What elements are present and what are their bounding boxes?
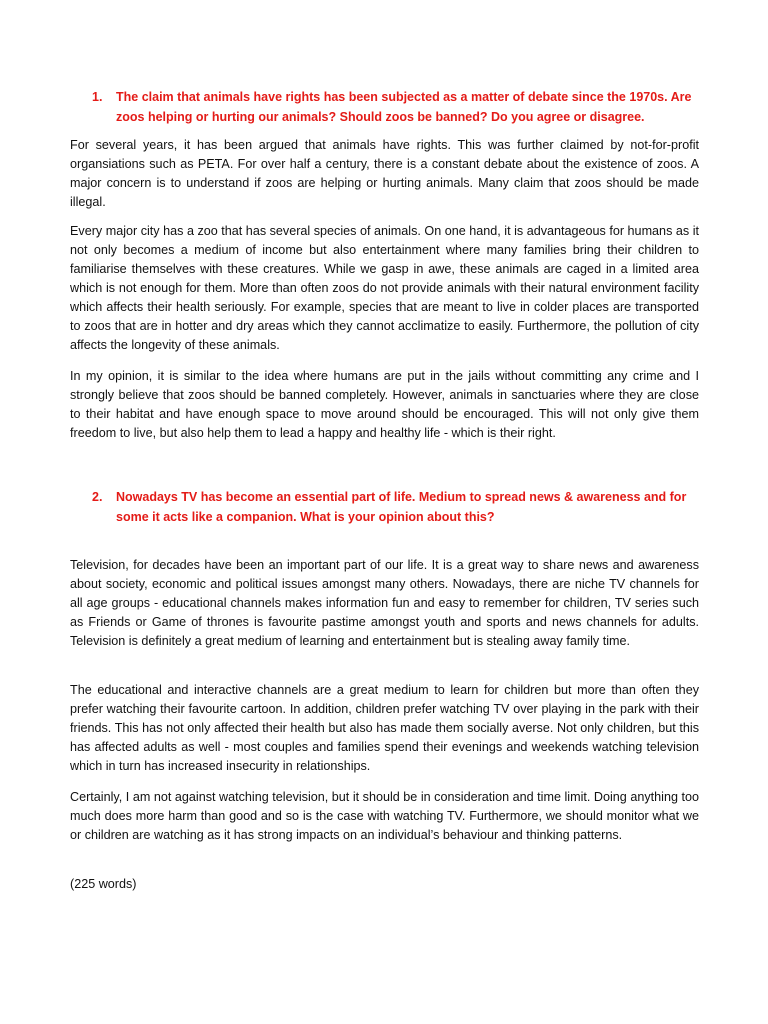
question-1-number: 1. [92, 90, 103, 104]
essay-2-paragraph-3: Certainly, I am not against watching television, but it should be in consideration and time limit. Doing anything too much does more harm than good and so is the case with watching TV. Furthermore, we should monitor what we or children are watching as it has strong impacts on an individual’s behaviour and thinking patterns. [70, 790, 699, 842]
essay-1-paragraph-1: For several years, it has been argued that animals have rights. This was further claimed by not-for-profit organsiations such as PETA. For over half a century, there is a constant debate about the existence of zoos. A major concern is to understand if zoos are helping or hurting animals. Many claim that zoos should be made illegal. [70, 138, 699, 209]
essay-1-paragraph-2: Every major city has a zoo that has several species of animals. On one hand, it is advantageous for humans as it not only becomes a medium of income but also entertainment where many families bring their children to familiarise themselves with these creatures. While we gasp in awe, these animals are caged in a limited area which is not enough for them. More than often zoos do not provide animals with their natural environment facility which affects their health seriously. For example, species that are meant to live in colder places are transported to zoos that are in hotter and dry areas which they cannot acclimatize to easily. Furthermore, the pollution of city affects the longevity of these animals. [70, 224, 699, 352]
question-2-number: 2. [92, 490, 103, 504]
question-2-text: Nowadays TV has become an essential part of life. Medium to spread news & awareness and for some it acts like a companion. What is your opinion about this? [116, 490, 687, 524]
question-1-text: The claim that animals have rights has been subjected as a matter of debate since the 1970s. Are zoos helping or hurting our animals? Should zoos be banned? Do you agree or disagree. [116, 90, 692, 124]
question-2 [92, 487, 700, 527]
essay-2-paragraph-1: Television, for decades have been an important part of our life. It is a great way to share news and awareness about society, economic and political issues amongst many others. Nowadays, there are niche TV channels for all age groups - educational channels makes information fun and easy to remember for children, TV series such as Friends or Game of thrones is favourite pastime amongst youth and sports and news channels for adults. Television is definitely a great medium of learning and entertainment but is stealing away family time. [70, 558, 699, 648]
question-1 [92, 87, 700, 127]
essay-1-paragraph-3: In my opinion, it is similar to the idea where humans are put in the jails without committing any crime and I strongly believe that zoos should be banned completely. However, animals in sanctuaries where they are close to their habitat and have enough space to move around should be encouraged. This will not only give them freedom to live, but also help them to lead a happy and healthy life - which is their right. [70, 369, 699, 440]
essay-2-paragraph-2: The educational and interactive channels are a great medium to learn for children but more than often they prefer watching their favourite cartoon. In addition, children prefer watching TV over playing in the park with their friends. This has not only affected their health but also has made them socially averse. Not only children, but this has affected adults as well - most couples and families spend their evenings and weekends watching television which in turn has increased insecurity in relationships. [70, 683, 699, 773]
word-count: (225 words) [70, 877, 137, 891]
